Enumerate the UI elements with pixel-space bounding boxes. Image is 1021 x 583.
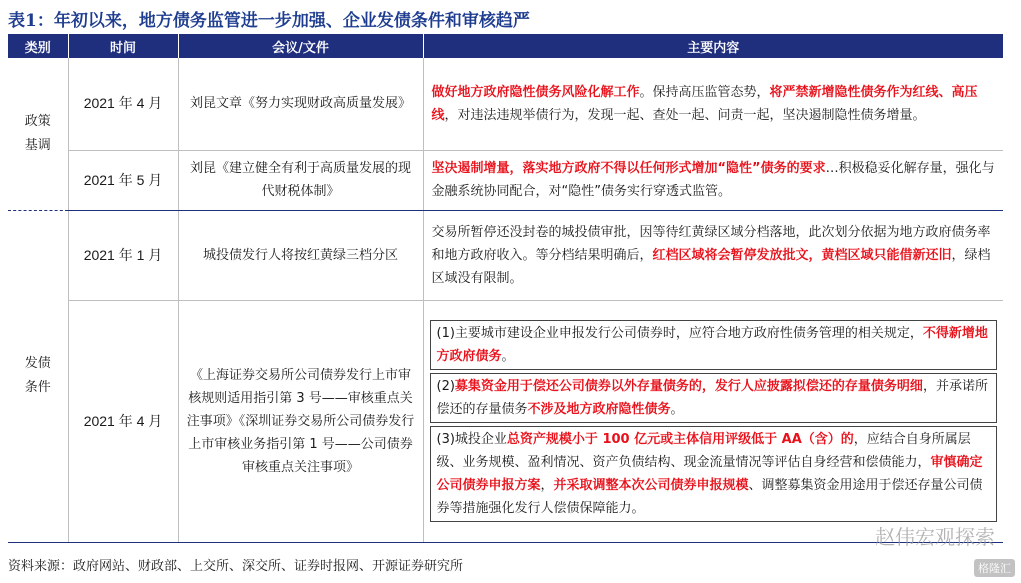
content-text: 。 [670, 402, 684, 417]
header-date: 时间 [68, 34, 178, 58]
content-text: (1)主要城市建设企业申报发行公司债券时，应符合地方政府性债务管理的相关规定， [436, 326, 923, 341]
content-text: 。保持高压监管态势， [639, 84, 770, 100]
document-cell: 《上海证券交易所公司债券发行上市审核规则适用指引第 3 号——审核重点关注事项》《深圳证券交易所公司债券发行上市审核业务指引第 1 号——公司债券审核重点关注事项》 [178, 300, 423, 542]
content-text: 不涉及地方政府隐性债务 [527, 402, 671, 417]
content-text: (2) [436, 379, 455, 394]
content-text: 。 [501, 349, 515, 364]
content-text: 坚决遏制增量，落实地方政府不得以任何形式增加“隐性”债务的要求 [431, 161, 826, 176]
category-label: 政策 基调 [24, 113, 51, 153]
content-item-box [430, 320, 998, 370]
date-cell: 2021 年 1 月 [68, 210, 178, 300]
content-item-box [430, 373, 998, 423]
category-label: 发债 条件 [24, 356, 51, 395]
document-cell: 刘昆《建立健全有利于高质量发展的现代财税体制》 [178, 150, 423, 210]
table-row [8, 210, 1003, 300]
policy-table [8, 34, 1003, 543]
header-document: 会议/文件 [178, 34, 423, 58]
table-header-row [8, 34, 1003, 58]
content-text: ，并承诺所偿还的存量债务 [436, 379, 988, 417]
content-text: 募集资金用于偿还公司债券以外存量债务的，发行人应披露拟偿还的存量债务明细 [454, 379, 923, 394]
content-cell [423, 150, 1003, 210]
date-cell: 2021 年 4 月 [68, 300, 178, 542]
content-text: 并采取调整本次公司债券申报规模 [553, 478, 749, 493]
category-cell [8, 210, 68, 542]
content-text: 审慎确定公司债券申报方案 [436, 455, 983, 493]
document-cell: 城投债发行人将按红黄绿三档分区 [178, 210, 423, 300]
document-cell: 刘昆文章《努力实现财政高质量发展》 [178, 58, 423, 150]
content-text: 不得新增地方政府债务 [436, 326, 988, 364]
watermark: 赵伟宏观探索 [875, 525, 995, 549]
table-row [8, 300, 1003, 542]
content-cell [423, 210, 1003, 300]
content-item-box [430, 426, 998, 522]
category-cell [8, 58, 68, 210]
table-row [8, 58, 1003, 150]
content-text: ，应结合自身所属层级、业务规模、盈利情况、资产负债结构、现金流量情况等评估自身经营和偿债能力， [436, 432, 971, 470]
content-cell [423, 300, 1003, 542]
content-text: ，绿档区域没有限制。 [431, 247, 991, 286]
content-text: 红档区域将会暂停发放批文，黄档区域只能借新还旧 [652, 247, 952, 263]
watermark-logo: 格隆汇 [974, 559, 1015, 577]
content-text: 总资产规模小于 100 亿元或主体信用评级低于 AA（含）的 [506, 432, 854, 447]
content-text: 做好地方政府隐性债务风险化解工作 [431, 84, 640, 100]
table-row [8, 150, 1003, 210]
header-content: 主要内容 [423, 34, 1003, 58]
content-text: 交易所暂停还没封卷的城投债审批，因等待红黄绿区域分档落地，此次划分依据为地方政府债务率和地方政府收入。等分档结果明确后， [431, 224, 991, 263]
source-note: 资料来源：政府网站、财政部、上交所、深交所、证券时报网、开源证券研究所 [8, 559, 464, 574]
content-cell [423, 58, 1003, 150]
content-text: ， [540, 478, 554, 493]
content-text: 将严禁新增隐性债务作为红线、高压线 [431, 84, 978, 123]
content-text: …积极稳妥化解存量，强化与金融系统协同配合，对“隐性”债务实行穿透式监管。 [431, 161, 995, 199]
date-cell: 2021 年 5 月 [68, 150, 178, 210]
header-category: 类别 [8, 34, 68, 58]
content-text: 、调整募集资金用途用于偿还存量公司债券等措施强化发行人偿债保障能力。 [436, 478, 983, 516]
content-text: (3)城投企业 [436, 432, 507, 447]
date-cell: 2021 年 4 月 [68, 58, 178, 150]
table-title: 表1：年初以来，地方债务监管进一步加强、企业发债条件和审核趋严 [8, 11, 530, 31]
content-text: ，对违法违规举债行为，发现一起、查处一起、问责一起，坚决遏制隐性债务增量。 [444, 107, 926, 123]
